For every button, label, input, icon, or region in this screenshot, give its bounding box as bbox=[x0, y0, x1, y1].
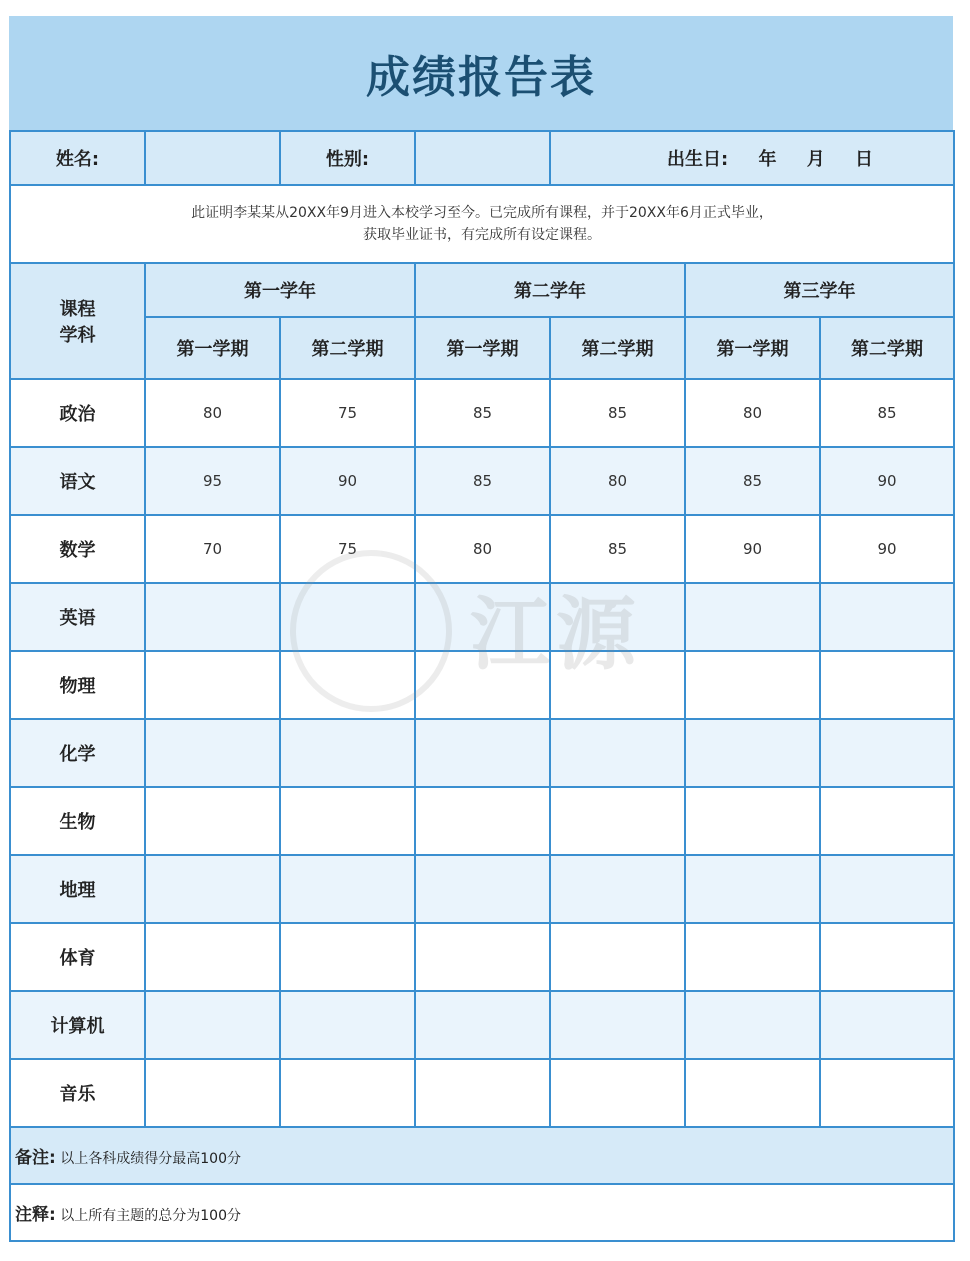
score-cell[interactable] bbox=[280, 719, 415, 787]
score-cell[interactable] bbox=[685, 787, 820, 855]
subject-name: 语文 bbox=[10, 447, 145, 515]
score-cell[interactable] bbox=[550, 923, 685, 991]
explain-text: 以上所有主题的总分为100分 bbox=[60, 1208, 241, 1224]
score-cell[interactable]: 85 bbox=[550, 515, 685, 583]
score-cell[interactable]: 80 bbox=[145, 379, 280, 447]
score-cell[interactable] bbox=[820, 923, 954, 991]
gender-label: 性别: bbox=[280, 131, 415, 185]
score-cell[interactable] bbox=[685, 855, 820, 923]
score-cell[interactable]: 80 bbox=[415, 515, 550, 583]
score-cell[interactable] bbox=[685, 1059, 820, 1127]
semester-header: 第一学期 bbox=[145, 317, 280, 379]
score-cell[interactable]: 80 bbox=[550, 447, 685, 515]
score-cell[interactable] bbox=[550, 1059, 685, 1127]
score-cell[interactable]: 85 bbox=[820, 379, 954, 447]
table-row bbox=[10, 787, 954, 855]
score-cell[interactable] bbox=[145, 719, 280, 787]
score-cell[interactable] bbox=[685, 719, 820, 787]
table-row bbox=[10, 719, 954, 787]
subject-name: 政治 bbox=[10, 379, 145, 447]
year-header-1: 第一学年 bbox=[145, 263, 415, 317]
title-bar bbox=[9, 16, 953, 130]
table-row bbox=[10, 923, 954, 991]
score-cell[interactable] bbox=[415, 651, 550, 719]
dob-month-unit: 月 bbox=[806, 149, 825, 170]
semester-header: 第一学期 bbox=[685, 317, 820, 379]
score-cell[interactable] bbox=[685, 991, 820, 1059]
score-cell[interactable] bbox=[145, 1059, 280, 1127]
subject-name: 物理 bbox=[10, 651, 145, 719]
score-cell[interactable] bbox=[280, 855, 415, 923]
subject-name: 英语 bbox=[10, 583, 145, 651]
subject-name: 计算机 bbox=[10, 991, 145, 1059]
score-cell[interactable]: 80 bbox=[685, 379, 820, 447]
course-header bbox=[10, 263, 145, 379]
dob-year-unit: 年 bbox=[758, 149, 777, 170]
score-cell[interactable] bbox=[820, 719, 954, 787]
score-cell[interactable] bbox=[415, 991, 550, 1059]
certificate-line-2: 获取毕业证书，有完成所有设定课程。 bbox=[363, 227, 601, 243]
score-cell[interactable] bbox=[820, 1059, 954, 1127]
score-cell[interactable]: 90 bbox=[685, 515, 820, 583]
table-row bbox=[10, 447, 954, 515]
score-cell[interactable] bbox=[820, 651, 954, 719]
subject-name: 数学 bbox=[10, 515, 145, 583]
table-row bbox=[10, 855, 954, 923]
certificate-line-1: 此证明李某某从20XX年9月进入本校学习至今。已完成所有课程，并于20XX年6月正式毕业， bbox=[191, 205, 773, 221]
score-cell[interactable]: 75 bbox=[280, 515, 415, 583]
score-cell[interactable] bbox=[820, 991, 954, 1059]
score-cell[interactable] bbox=[550, 583, 685, 651]
score-cell[interactable] bbox=[145, 991, 280, 1059]
score-cell[interactable] bbox=[550, 991, 685, 1059]
score-cell[interactable] bbox=[280, 787, 415, 855]
score-cell[interactable]: 85 bbox=[550, 379, 685, 447]
score-cell[interactable] bbox=[550, 651, 685, 719]
score-cell[interactable] bbox=[415, 719, 550, 787]
score-cell[interactable]: 85 bbox=[415, 447, 550, 515]
score-cell[interactable] bbox=[685, 923, 820, 991]
remark-text: 以上各科成绩得分最高100分 bbox=[60, 1151, 241, 1167]
score-cell[interactable] bbox=[550, 787, 685, 855]
explain-row bbox=[10, 1184, 954, 1241]
table-row bbox=[10, 379, 954, 447]
score-cell[interactable] bbox=[280, 583, 415, 651]
score-cell[interactable]: 70 bbox=[145, 515, 280, 583]
dob-label: 出生日: bbox=[666, 149, 729, 170]
score-cell[interactable]: 90 bbox=[820, 447, 954, 515]
score-cell[interactable]: 95 bbox=[145, 447, 280, 515]
score-cell[interactable]: 90 bbox=[280, 447, 415, 515]
year-header-2: 第二学年 bbox=[415, 263, 685, 317]
score-cell[interactable] bbox=[280, 923, 415, 991]
score-cell[interactable] bbox=[550, 855, 685, 923]
table-row bbox=[10, 651, 954, 719]
score-cell[interactable] bbox=[685, 651, 820, 719]
score-cell[interactable] bbox=[280, 991, 415, 1059]
course-header-line-2: 学科 bbox=[59, 325, 96, 346]
dob-field[interactable] bbox=[550, 131, 954, 185]
subject-name: 音乐 bbox=[10, 1059, 145, 1127]
subject-name: 化学 bbox=[10, 719, 145, 787]
score-cell[interactable] bbox=[145, 583, 280, 651]
score-cell[interactable] bbox=[145, 855, 280, 923]
score-cell[interactable] bbox=[550, 719, 685, 787]
score-cell[interactable] bbox=[820, 855, 954, 923]
table-row bbox=[10, 1059, 954, 1127]
course-header-line-1: 课程 bbox=[59, 299, 96, 320]
score-cell[interactable]: 75 bbox=[280, 379, 415, 447]
name-label: 姓名: bbox=[10, 131, 145, 185]
table-row bbox=[10, 515, 954, 583]
score-cell[interactable] bbox=[415, 583, 550, 651]
name-field[interactable] bbox=[145, 131, 280, 185]
score-cell[interactable]: 85 bbox=[685, 447, 820, 515]
score-cell[interactable] bbox=[820, 583, 954, 651]
score-cell[interactable] bbox=[685, 583, 820, 651]
score-cell[interactable] bbox=[145, 651, 280, 719]
certificate-text bbox=[10, 185, 954, 263]
score-cell[interactable] bbox=[415, 787, 550, 855]
semester-header: 第二学期 bbox=[280, 317, 415, 379]
score-cell[interactable] bbox=[280, 1059, 415, 1127]
dob-day-unit: 日 bbox=[855, 149, 873, 170]
score-cell[interactable] bbox=[415, 923, 550, 991]
subject-name: 地理 bbox=[10, 855, 145, 923]
score-cell[interactable] bbox=[145, 787, 280, 855]
report-sheet bbox=[9, 16, 953, 1242]
score-cell[interactable]: 85 bbox=[415, 379, 550, 447]
score-cell[interactable] bbox=[415, 1059, 550, 1127]
semester-header: 第二学期 bbox=[550, 317, 685, 379]
semester-header: 第一学期 bbox=[415, 317, 550, 379]
score-cell[interactable] bbox=[280, 651, 415, 719]
remark-row bbox=[10, 1127, 954, 1184]
score-cell[interactable] bbox=[415, 855, 550, 923]
subject-rows bbox=[10, 379, 954, 1127]
subject-name: 生物 bbox=[10, 787, 145, 855]
table-row bbox=[10, 991, 954, 1059]
watermark-text: 江源 bbox=[470, 588, 642, 681]
semester-header: 第二学期 bbox=[820, 317, 954, 379]
gender-field[interactable] bbox=[415, 131, 550, 185]
report-table bbox=[9, 130, 955, 1242]
score-cell[interactable]: 90 bbox=[820, 515, 954, 583]
subject-name: 体育 bbox=[10, 923, 145, 991]
explain-label: 注释: bbox=[15, 1205, 56, 1225]
table-row bbox=[10, 583, 954, 651]
year-header-3: 第三学年 bbox=[685, 263, 954, 317]
remark-label: 备注: bbox=[15, 1148, 56, 1168]
score-cell[interactable] bbox=[145, 923, 280, 991]
score-cell[interactable] bbox=[820, 787, 954, 855]
page-title: 成绩报告表 bbox=[366, 52, 596, 103]
